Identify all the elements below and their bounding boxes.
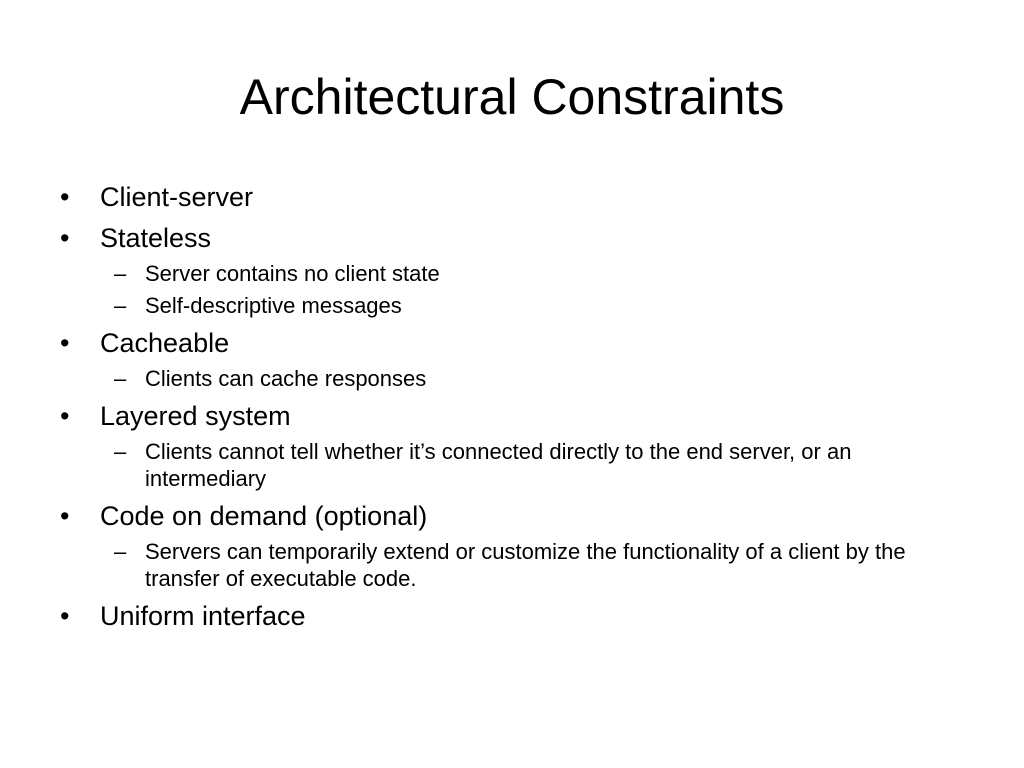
dash-icon: – (114, 366, 127, 391)
dash-icon: – (114, 539, 127, 564)
sub-bullet-text: Self-descriptive messages (145, 293, 402, 318)
bullet-item (56, 221, 976, 255)
bullet-icon: • (60, 328, 70, 358)
sub-bullet-item (114, 438, 976, 492)
bullet-item (56, 599, 976, 633)
bullet-item (56, 180, 976, 214)
bullet-item (56, 399, 976, 433)
bullet-text: Client-server (100, 182, 254, 212)
slide-title: Architectural Constraints (239, 69, 785, 125)
bullet-text: Layered system (100, 401, 291, 431)
sub-bullet-text: Clients cannot tell whether it’s connected directly to the end server, or an intermediary (145, 439, 852, 491)
sub-bullet-item (114, 260, 976, 287)
bullet-text: Cacheable (100, 328, 230, 358)
sub-bullet-text: Clients can cache responses (145, 366, 427, 391)
sub-bullet-item (114, 292, 976, 319)
dash-icon: – (114, 261, 127, 286)
sub-bullet-item (114, 538, 976, 592)
sub-bullet-text: Servers can temporarily extend or customize the functionality of a client by the transfer of executable code. (145, 539, 906, 591)
dash-icon: – (114, 439, 127, 464)
bullet-icon: • (60, 182, 70, 212)
bullet-item (56, 326, 976, 360)
bullet-item (56, 499, 976, 533)
bullet-text: Code on demand (optional) (100, 501, 428, 531)
dash-icon: – (114, 293, 127, 318)
sub-bullet-text: Server contains no client state (145, 261, 440, 286)
sub-bullet-item (114, 365, 976, 392)
bullet-icon: • (60, 601, 70, 631)
bullet-icon: • (60, 501, 70, 531)
bullet-text: Stateless (100, 223, 212, 253)
bullet-icon: • (60, 223, 70, 253)
bullet-text: Uniform interface (100, 601, 306, 631)
bullet-list (56, 180, 976, 640)
bullet-icon: • (60, 401, 70, 431)
